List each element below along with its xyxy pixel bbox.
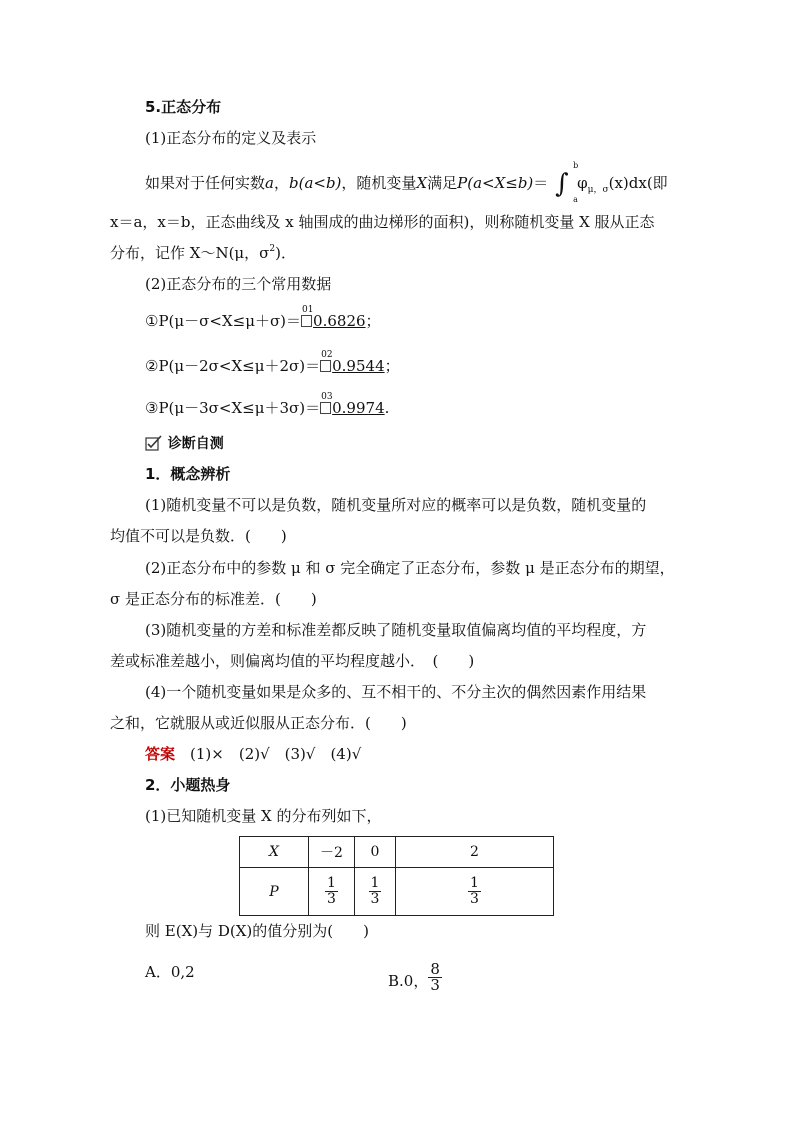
q1-item4-line1: (4)一个随机变量如果是众多的、互不相干的、不分主次的偶然因素作用结果 — [145, 683, 647, 701]
q1-item3-line2: 差或标准差越小，则偏离均值的平均程度越小． ( ) — [110, 652, 475, 670]
option-a: A．0,2 — [145, 963, 195, 981]
subsection-definition: (1)正态分布的定义及表示 — [145, 129, 317, 147]
fraction: $\frac{8}{3}$ — [430, 960, 440, 994]
check-pencil-icon — [145, 435, 163, 456]
answer-text: (1)× (2)√ (3)√ (4)√ — [190, 745, 362, 763]
q1-item1-line2: 均值不可以是负数．( ) — [110, 527, 287, 545]
diagnosis-heading: 诊断自测 — [145, 433, 224, 456]
table-cell: 0 — [355, 837, 396, 868]
table-cell — [309, 868, 355, 916]
table-row — [240, 868, 554, 916]
integral-lower-limit: a — [573, 195, 578, 204]
definition-line-2: x＝a，x＝b，正态曲线及 x 轴围成的曲边梯形的面积)，则称随机变量 X 服从正态 — [110, 213, 655, 231]
table-cell — [355, 868, 396, 916]
answer-box-icon: 01 — [301, 315, 312, 327]
q1-item3-line1: (3)随机变量的方差和标准差都反映了随机变量取值偏离均值的平均程度，方 — [145, 621, 647, 639]
definition-line-3: 分布，记作 X～N(μ，$\sigma^2$)． — [110, 244, 297, 262]
question-1-title: 1．概念辨析 — [145, 465, 231, 483]
answer-label: 答案 — [145, 745, 176, 763]
integrand: $\varphi_{\mu,\sigma}(x)dx$(即 — [577, 174, 668, 195]
data-line-1: ①P(μ－σ<X≤μ＋σ)＝ 01 0.6826； — [145, 305, 381, 330]
fraction: $\frac{1}{3}$ — [470, 875, 479, 907]
q2-question: 则 E(X)与 D(X)的值分别为( ) — [145, 922, 369, 940]
q2-item1: (1)已知随机变量 X 的分布列如下， — [145, 807, 382, 825]
q1-item4-line2: 之和，它就服从或近似服从正态分布．( ) — [110, 714, 407, 732]
definition-line-1: 如果对于任何实数a，b(a<b)，随机变量X满足P(a<X≤b)＝ ∫ b a $\varphi_{\mu,\sigma}(x)dx$(即 — [145, 170, 668, 196]
q1-item1-line1: (1)随机变量不可以是负数，随机变量所对应的概率可以是负数，随机变量的 — [145, 496, 647, 514]
distribution-table — [239, 836, 554, 916]
table-cell: X — [240, 837, 309, 868]
fraction: $\frac{1}{3}$ — [370, 875, 380, 907]
q1-item2-line2: σ 是正态分布的标准差．( ) — [110, 590, 317, 608]
answer-box-icon: 02 — [320, 360, 331, 372]
integral-upper-limit: b — [573, 161, 579, 170]
option-b: B.0， $\frac{8}{3}$ — [388, 960, 440, 994]
table-row — [240, 837, 554, 868]
table-cell: 2 — [396, 837, 554, 868]
subsection-data: (2)正态分布的三个常用数据 — [145, 275, 332, 293]
integral-sign: ∫ b a — [553, 170, 577, 193]
question-2-title: 2．小题热身 — [145, 776, 231, 794]
answer-box-icon: 03 — [320, 402, 331, 414]
table-cell — [396, 868, 554, 916]
table-cell: －2 — [309, 837, 355, 868]
fraction: $\frac{1}{3}$ — [327, 875, 336, 907]
data-line-2: ②P(μ－2σ<X≤μ＋2σ)＝ 02 0.9544； — [145, 350, 400, 375]
q1-item2-line1: (2)正态分布中的参数 μ 和 σ 完全确定了正态分布，参数 μ 是正态分布的期望， — [145, 559, 675, 577]
data-line-3: ③P(μ－3σ<X≤μ＋3σ)＝ 03 0.9974. — [145, 392, 390, 417]
section-heading: 5.正态分布 — [145, 98, 222, 116]
table-cell: P — [240, 868, 309, 916]
answer-line — [145, 744, 361, 764]
